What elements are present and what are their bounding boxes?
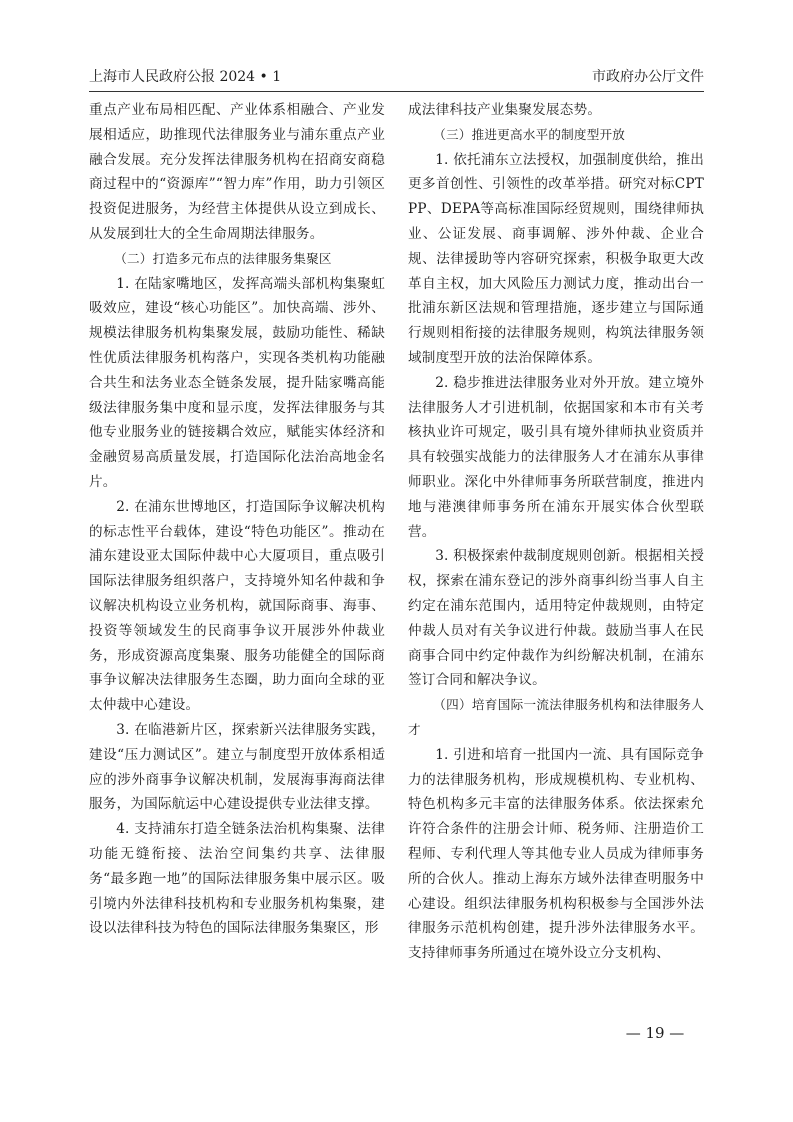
paragraph-institutions: 1. 引进和培育一批国内一流、具有国际竞争力的法律服务机构，形成规模机构、专业机构、特色机构多元丰富的法律服务体系。依法探索允许符合条件的注册会计师、税务师、注册造价工程师、专利代理人等其他专业人员成为律师事务所的合伙人。推动上海东方域外法律查明服务中心建设。组织法律服务机构积极参与全国涉外法律服务示范机构创建，提升涉外法律服务水平。支持律师事务所通过在境外设立分支机构、 <box>408 746 704 962</box>
subheading-talent: （四）培育国际一流法律服务机构和法律服务人才 <box>408 697 704 737</box>
right-column <box>408 98 704 966</box>
paragraph-legislative-authorization: 1. 依托浦东立法授权，加强制度供给，推出更多首创性、引领性的改革举措。研究对标CPTPP、DEPA等高标准国际经贸规则，围绕律师执业、公证发展、商事调解、涉外仲裁、企业合规、法律援助等内容研究探索，积极争取更大改革自主权，加大风险压力测试力度，推动出台一批浦东新区法规和管理措施，逐步建立与国际通行规则相衔接的法律服务规则，构筑法律服务领域制度型开放的法治保障体系。 <box>408 151 704 366</box>
paragraph-continued-right: 成法律科技产业集聚发展态势。 <box>408 102 602 118</box>
paragraph-expo-area: 2. 在浦东世博地区，打造国际争议解决机构的标志性平台载体，建设“特色功能区”。推动在浦东建设亚太国际仲裁中心大厦项目，重点吸引国际法律服务组织落户，支持境外知名仲裁和争议解决机构设立业务机构，就国际商事、海事、投资等领域发生的民商事争议开展涉外仲裁业务，形成资源高度集聚、服务功能健全的国际商事争议解决法律服务生态圈，助力面向全球的亚太仲裁中心建设。 <box>89 498 385 714</box>
page-number: — 19 — <box>625 1024 685 1042</box>
paragraph-legal-services-hub: 4. 支持浦东打造全链条法治机构集聚、法律功能无缝衔接、法治空间集约共享、法律服务“最多跑一地”的国际法律服务集中展示区。吸引境内外法律科技机构和专业服务机构集聚，建设以法律科技为特色的国际法律服务集聚区，形 <box>89 821 385 937</box>
running-header-section: 市政府办公厅文件 <box>592 69 704 85</box>
header-rule <box>89 91 704 92</box>
subheading-clusters: （二）打造多元布点的法律服务集聚区 <box>114 250 332 266</box>
subheading-institutional-opening: （三）推进更高水平的制度型开放 <box>433 126 626 142</box>
paragraph-lujiazui: 1. 在陆家嘴地区，发挥高端头部机构集聚虹吸效应，建设“核心功能区”。加快高端、涉外、规模法律服务机构集聚发展，鼓励功能性、稀缺性优质法律服务机构落户，实现各类机构功能融合共生和法务业态全链条发展，提升陆家嘴高能级法律服务集中度和显示度，发挥法律服务与其他专业服务业的链接耦合效应，赋能实体经济和金融贸易高质量发展，打造国际化法治高地金名片。 <box>89 275 385 490</box>
paragraph-continued: 重点产业布局相匹配、产业体系相融合、产业发展相适应，助推现代法律服务业与浦东重点产业融合发展。充分发挥法律服务机构在招商安商稳商过程中的“资源库”“智力库”作用，助力引领区投资促进服务，为经营主体提供从设立到成长、从发展到壮大的全生命周期法律服务。 <box>89 102 385 242</box>
paragraph-lingang: 3. 在临港新片区，探索新兴法律服务实践，建设“压力测试区”。建立与制度型开放体系相适应的涉外商事争议解决机制，发展海事海商法律服务，为国际航运中心建设提供专业法律支撑。 <box>89 721 385 813</box>
paragraph-arbitration-innovation: 3. 积极探索仲裁制度规则创新。根据相关授权，探索在浦东登记的涉外商事纠纷当事人自主约定在浦东范围内，适用特定仲裁规则，由特定仲裁人员对有关争议进行仲裁。鼓励当事人在民商事合同中约定仲裁作为纠纷解决机制，在浦东签订合同和解决争议。 <box>408 548 704 689</box>
running-header-publication: 上海市人民政府公报 2024 • 1 <box>89 69 282 85</box>
paragraph-opening-up: 2. 稳步推进法律服务业对外开放。建立境外法律服务人才引进机制，依据国家和本市有关考核执业许可规定，吸引具有境外律师执业资质并具有较强实战能力的法律服务人才在浦东从事律师职业。深化中外律师事务所联营制度，推进内地与港澳律师事务所在浦东开展实体合伙型联营。 <box>408 374 704 540</box>
left-column <box>89 98 385 941</box>
